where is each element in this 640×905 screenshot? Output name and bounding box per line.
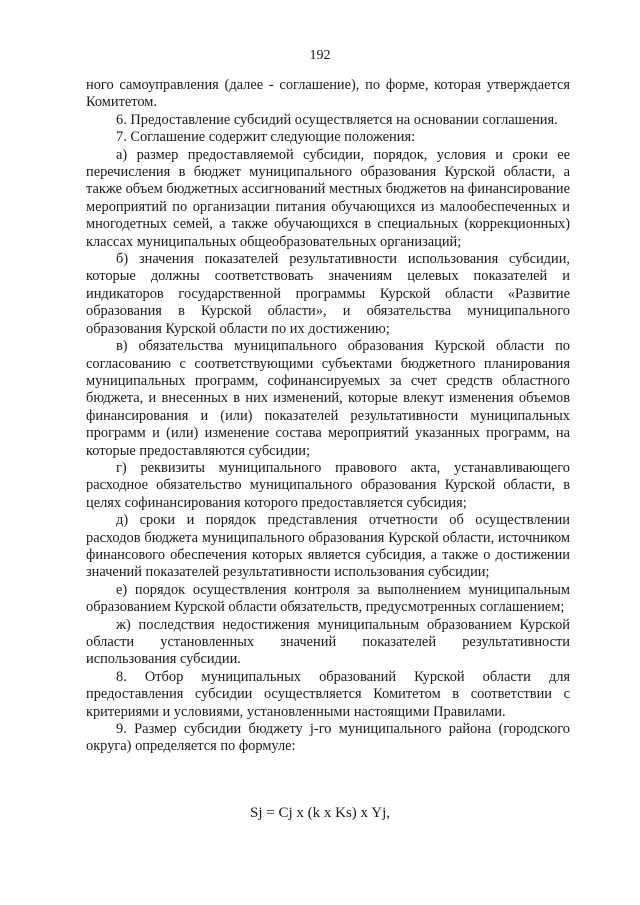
- paragraph-subitem-g: г) реквизиты муниципального правового акта, устанавливающего расходное обязательство муниципального образования Курской области, в целях софинансирования которого предоставляется субсидия;: [86, 459, 570, 511]
- paragraph-subitem-zh: ж) последствия недостижения муниципальным образованием Курской области установленных значений показателей результативности использования субсидии.: [86, 616, 570, 668]
- paragraph-subitem-d: д) сроки и порядок представления отчетности об осуществлении расходов бюджета муниципального образования Курской области, источником финансового обеспечения которых является субсидия, а также о достижении значений показателей результативности использования субсидии;: [86, 512, 570, 581]
- paragraph-item-7: 7. Соглашение содержит следующие положения:: [116, 129, 416, 146]
- paragraph-subitem-e: е) порядок осуществления контроля за выполнением муниципальным образованием Курской области обязательств, предусмотренных соглашением;: [86, 581, 570, 616]
- paragraph-subitem-b: б) значения показателей результативности использования субсидии, которые должны соответствовать значениям целевых показателей и индикаторов государственной программы Курской области «Развитие образования в Курской области», и обязательства муниципального образования Курской области по их достижению;: [86, 251, 570, 337]
- page-number: 192: [309, 48, 331, 63]
- paragraph-subitem-a: а) размер предоставляемой субсидии, порядок, условия и сроки ее перечисления в бюджет муниципального образования Курской области, а также объем бюджетных ассигнований местных бюджетов на финансирование мероприятий по организации питания обучающихся из малообеспеченных и многодетных семей, а также обучающихся в специальных (коррекционных) классах муниципальных общеобразовательных организаций;: [86, 146, 570, 250]
- paragraph-subitem-v: в) обязательства муниципального образования Курской области по согласованию с соответствующими субъектами бюджетного планирования муниципальных программ, софинансируемых за счет средств областного бюджета, и внесенных в них изменений, которые влекут изменения объемов финансирования и (или) показателей результативности муниципальных программ и (или) изменение состава мероприятий указанных программ, на которые предоставляются субсидии;: [86, 338, 570, 459]
- paragraph-item-9: 9. Размер субсидии бюджету j-го муниципального района (городского округа) определяется по формуле:: [86, 721, 570, 755]
- paragraph-continuation: ного самоуправления (далее - соглашение), по форме, которая утверждается Комитетом.: [86, 77, 570, 111]
- paragraph-item-8: 8. Отбор муниципальных образований Курской области для предоставления субсидии осуществляется Комитетом в соответствии с критериями и условиями, установленными настоящими Правилами.: [86, 668, 570, 720]
- paragraph-item-6: 6. Предоставление субсидий осуществляется на основании соглашения.: [116, 111, 558, 128]
- body-text: [86, 77, 570, 756]
- subsidy-formula: Sj = Cj x (k x Ks) x Yj,: [250, 805, 390, 821]
